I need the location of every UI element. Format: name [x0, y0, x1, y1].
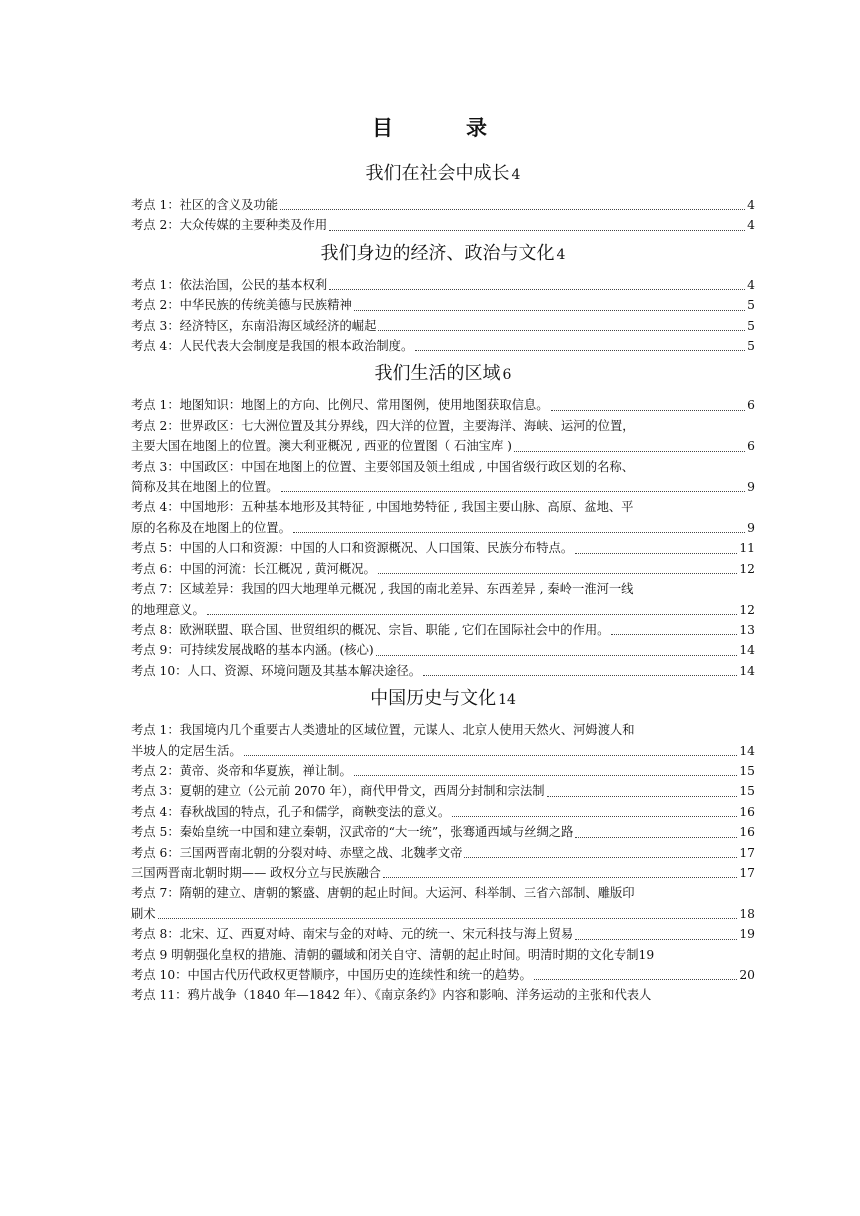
- toc-entry-line: [131, 843, 755, 863]
- toc-page-number: 12: [739, 561, 755, 576]
- toc-entry-line: [131, 275, 755, 295]
- toc-page-number: 5: [747, 339, 755, 354]
- toc-entry-line: [131, 945, 755, 965]
- toc-page-number: 16: [739, 825, 755, 840]
- toc-entry-line: [131, 802, 755, 822]
- toc-entry[interactable]: [131, 883, 755, 924]
- toc-entry-text: 考点 2：大众传媒的主要种类及作用: [131, 218, 328, 233]
- toc-page-number: 15: [739, 784, 755, 799]
- toc-entry-line: [131, 620, 755, 640]
- toc-entry[interactable]: [131, 215, 755, 235]
- toc-page-number: 16: [739, 804, 755, 819]
- toc-entry-line: [131, 195, 755, 215]
- toc-page-number: 6: [747, 398, 755, 413]
- toc-entry-text: 考点 1：我国境内几个重要古人类遗址的区域位置，元谋人、北京人使用天然火、河姆渡人和: [131, 723, 635, 738]
- toc-entry-line: [131, 395, 755, 415]
- leader-dots: [534, 979, 738, 980]
- chapter-title: 我们身边的经济、政治与文化: [320, 242, 555, 264]
- toc-entry[interactable]: [131, 316, 755, 336]
- chapter-page-number: 14: [498, 692, 516, 709]
- toc-entry-line: [131, 640, 755, 660]
- toc-page-number: 17: [739, 865, 755, 880]
- toc-page-number: 14: [739, 643, 755, 658]
- toc-page-number: 5: [747, 318, 755, 333]
- leader-dots: [575, 553, 737, 554]
- leader-dots: [207, 614, 738, 615]
- toc-page-number: 20: [739, 968, 755, 982]
- leader-dots: [551, 410, 746, 411]
- toc-entry[interactable]: [131, 945, 755, 965]
- chapter-heading: [131, 685, 755, 713]
- chapter-page-number: 4: [556, 246, 566, 263]
- toc-entry-line: [131, 661, 755, 681]
- toc-entry-line: [131, 559, 755, 579]
- toc-entry-text: 考点 9 明朝强化皇权的措施、清朝的疆域和闭关自守、清朝的起止时间。明清时期的文化专制: [131, 947, 639, 962]
- leader-dots: [423, 675, 737, 676]
- leader-dots: [514, 451, 745, 452]
- toc-page-number: 11: [739, 541, 755, 556]
- toc-entry-text: 三国两晋南北朝时期—— 政权分立与民族融合: [131, 865, 381, 880]
- toc-entry-text: 考点 10：中国古代历代政权更替顺序，中国历史的连续性和统一的趋势。: [131, 968, 532, 982]
- toc-title-left: 目: [372, 116, 394, 140]
- toc-entry[interactable]: [131, 822, 755, 842]
- toc-entry-text: 主要大国在地图上的位置。澳大利亚概况 , 西亚的位置图（ 石油宝库 ): [131, 439, 512, 454]
- toc-entry-text: 考点 4：春秋战国的特点，孔子和儒学，商鞅变法的意义。: [131, 804, 451, 819]
- toc-entry[interactable]: [131, 336, 755, 356]
- toc-entry[interactable]: [131, 761, 755, 781]
- toc-title-right: 录: [466, 116, 488, 140]
- toc-entry[interactable]: [131, 924, 755, 944]
- toc-entry-line: [131, 436, 755, 456]
- toc-entry[interactable]: [131, 863, 755, 883]
- toc-entry[interactable]: [131, 781, 755, 801]
- toc-entry-line: [131, 215, 755, 235]
- toc-entry-text: 考点 6：中国的河流：长江概况 , 黄河概况。: [131, 561, 376, 576]
- toc-entry-line: [131, 822, 755, 842]
- chapter-heading: [131, 360, 755, 388]
- toc-entry[interactable]: [131, 416, 755, 457]
- toc-entry-text: 考点 1：依法治国，公民的基本权利: [131, 277, 328, 292]
- toc-entry-text: 考点 9：可持续发展战略的基本内涵。(核心): [131, 643, 374, 658]
- toc-entry-text: 考点 10：人口、资源、环境问题及其基本解决途径。: [131, 663, 422, 678]
- leader-dots: [575, 837, 737, 838]
- leader-dots: [575, 939, 737, 940]
- toc-entry[interactable]: [131, 538, 755, 558]
- toc-entry-text: 考点 11：鸦片战争（1840 年—1842 年）、《南京条约》内容和影响、洋务运动的主张和代表人: [131, 988, 652, 1003]
- toc-entry-line: [131, 741, 755, 761]
- leader-dots: [354, 775, 738, 776]
- toc-entry[interactable]: [131, 640, 755, 660]
- toc-entry[interactable]: [131, 395, 755, 415]
- leader-dots: [376, 655, 738, 656]
- toc-entry-text: 考点 3：经济特区，东南沿海区域经济的崛起: [131, 318, 377, 333]
- toc-entry-line: [131, 295, 755, 315]
- leader-dots: [293, 532, 745, 533]
- toc-entry-line: [131, 904, 755, 924]
- leader-dots: [329, 289, 745, 290]
- toc-page-number: 19: [638, 947, 655, 962]
- toc-title: [0, 112, 860, 142]
- toc-entry-line: [131, 316, 755, 336]
- chapter-title: 我们在社会中成长: [365, 163, 510, 184]
- toc-page-number: 4: [747, 198, 755, 212]
- toc-page-number: 6: [747, 439, 755, 454]
- toc-entry-line: [131, 477, 755, 497]
- toc-page-number: 5: [747, 298, 755, 313]
- toc-entry-text: 考点 4：中国地形：五种基本地形及其特征 , 中国地势特征 , 我国主要山脉、高原、盆地、平: [131, 500, 634, 515]
- toc-entry[interactable]: [131, 457, 755, 498]
- toc-entry[interactable]: [131, 579, 755, 620]
- leader-dots: [281, 491, 746, 492]
- toc-entry-text: 简称及其在地图上的位置。: [131, 480, 279, 495]
- leader-dots: [547, 796, 738, 797]
- toc-entry[interactable]: [131, 985, 755, 1005]
- toc-entry-line: [131, 781, 755, 801]
- toc-content: [131, 160, 755, 1010]
- toc-entry-text: 考点 1：社区的含义及功能: [131, 198, 278, 212]
- toc-entry[interactable]: [131, 802, 755, 822]
- toc-entry-text: 考点 8：北宋、辽、西夏对峙、南宋与金的对峙、元的统一、宋元科技与海上贸易: [131, 927, 574, 942]
- toc-entry-line: [131, 761, 755, 781]
- toc-entry[interactable]: [131, 559, 755, 579]
- toc-entry[interactable]: [131, 965, 755, 985]
- leader-dots: [415, 350, 745, 351]
- leader-dots: [611, 634, 737, 635]
- toc-entry-text: 刷术: [131, 906, 156, 921]
- toc-entry-text: 考点 5：秦始皇统一中国和建立秦朝，汉武帝的“大一统”，张骞通西域与丝绸之路: [131, 825, 574, 840]
- toc-entry-text: 考点 2：黄帝、炎帝和华夏族，禅让制。: [131, 763, 352, 778]
- toc-entry-text: 考点 6：三国两晋南北朝的分裂对峙、赤壁之战、北魏孝文帝: [131, 845, 463, 860]
- toc-entry-text: 半坡人的定居生活。: [131, 743, 242, 758]
- toc-entry-line: [131, 600, 755, 620]
- toc-entry-text: 考点 8：欧洲联盟、联合国、世贸组织的概况、宗旨、职能 , 它们在国际社会中的作用。: [131, 622, 610, 637]
- toc-page-number: 12: [739, 602, 755, 617]
- toc-page-number: 17: [739, 845, 755, 860]
- toc-entry-text: 考点 7：区域差异：我国的四大地理单元概况 , 我国的南北差异、东西差异 , 秦岭一淮河一线: [131, 582, 634, 597]
- toc-page-number: 4: [747, 277, 755, 292]
- toc-entry[interactable]: [131, 195, 755, 215]
- toc-entry-text: 考点 1：地图知识：地图上的方向、比例尺、常用图例，使用地图获取信息。: [131, 398, 549, 413]
- toc-entry-text: 的地理意义。: [131, 602, 205, 617]
- leader-dots: [383, 877, 737, 878]
- toc-page-number: 14: [739, 663, 755, 678]
- toc-entry-line: [131, 538, 755, 558]
- toc-entry-line: [131, 965, 755, 985]
- leader-dots: [354, 310, 745, 311]
- toc-page-number: 15: [739, 763, 755, 778]
- leader-dots: [329, 230, 745, 231]
- toc-entry-text: 考点 2：中华民族的传统美德与民族精神: [131, 298, 352, 313]
- toc-entry[interactable]: [131, 661, 755, 681]
- toc-entry-text: 考点 4：人民代表大会制度是我国的根本政治制度。: [131, 339, 414, 354]
- toc-entry-text: 原的名称及在地图上的位置。: [131, 520, 291, 535]
- toc-entry-text: 考点 3：夏朝的建立（公元前 2070 年），商代甲骨文，西周分封制和宗法制: [131, 784, 545, 799]
- chapter-title: 中国历史与文化: [370, 688, 497, 710]
- toc-page-number: 18: [739, 906, 755, 921]
- leader-dots: [378, 330, 745, 331]
- toc-page-number: 13: [739, 622, 755, 637]
- leader-dots: [452, 816, 737, 817]
- leader-dots: [158, 918, 738, 919]
- leader-dots: [244, 755, 738, 756]
- toc-entry-text: 考点 3：中国政区：中国在地图上的位置、主要邻国及领土组成 , 中国省级行政区划的名称、: [131, 459, 635, 474]
- leader-dots: [378, 573, 738, 574]
- toc-entry-text: 考点 5：中国的人口和资源：中国的人口和资源概况、人口国策、民族分布特点。: [131, 541, 574, 556]
- toc-entry[interactable]: [131, 720, 755, 761]
- toc-entry-line: [131, 336, 755, 356]
- chapter-heading: [131, 160, 755, 188]
- toc-entry[interactable]: [131, 620, 755, 640]
- toc-page-number: 4: [747, 218, 755, 233]
- leader-dots: [280, 209, 745, 210]
- toc-entry[interactable]: [131, 275, 755, 295]
- toc-entry[interactable]: [131, 843, 755, 863]
- toc-page-number: 14: [739, 743, 755, 758]
- chapter-page-number: 4: [511, 167, 521, 183]
- toc-entry-line: [131, 518, 755, 538]
- toc-entry-text: 考点 2：世界政区：七大洲位置及其分界线，四大洋的位置，主要海洋、海峡、运河的位置，: [131, 418, 635, 433]
- toc-page-number: 9: [747, 480, 755, 495]
- toc-entry[interactable]: [131, 295, 755, 315]
- toc-entry[interactable]: [131, 497, 755, 538]
- toc-entry-line: [131, 863, 755, 883]
- toc-page-number: 19: [739, 927, 755, 942]
- toc-page-number: 9: [747, 520, 755, 535]
- toc-entry-line: [131, 924, 755, 944]
- chapter-page-number: 6: [502, 367, 512, 384]
- leader-dots: [464, 857, 737, 858]
- chapter-title: 我们生活的区域: [374, 363, 501, 385]
- toc-entry-text: 考点 7：隋朝的建立、唐朝的繁盛、唐朝的起止时间。大运河、科举制、三省六部制、雕版印: [131, 886, 635, 901]
- toc-entry-line: [131, 985, 755, 1005]
- chapter-heading: [131, 240, 755, 268]
